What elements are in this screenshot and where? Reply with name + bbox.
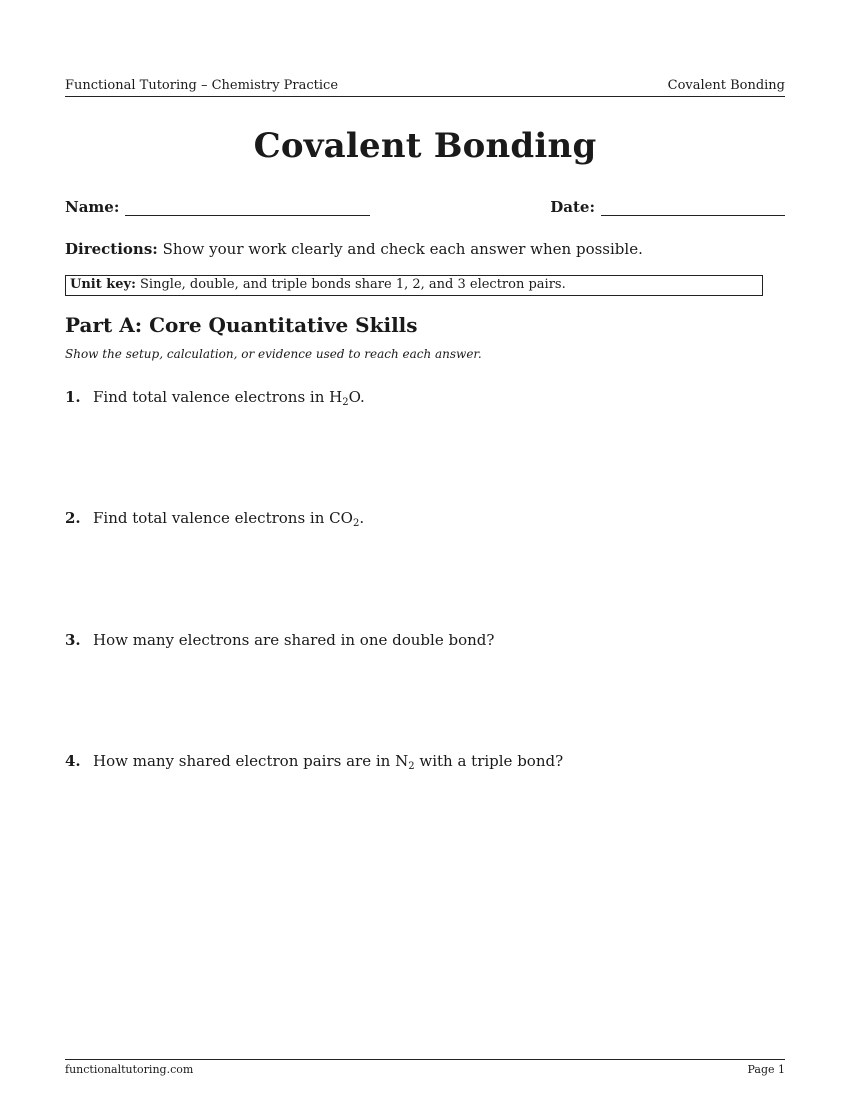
directions-text: Show your work clearly and check each answer when possible.: [162, 240, 643, 258]
question-text: How many electrons are shared in one double bond?: [93, 631, 495, 649]
date-label: Date:: [550, 198, 595, 216]
question-number: 2.: [65, 509, 81, 527]
header-left: Functional Tutoring – Chemistry Practice: [65, 78, 339, 93]
question-4: [65, 752, 563, 770]
question-text: Find total valence electrons in $H_2O$.: [93, 388, 365, 408]
directions: [65, 240, 643, 258]
directions-label: Directions:: [65, 240, 158, 258]
date-blank-line[interactable]: [601, 201, 785, 216]
unit-key-box: [65, 275, 763, 296]
page-title: Covalent Bonding: [253, 126, 597, 166]
name-blank-line[interactable]: [125, 201, 370, 216]
question-number: 4.: [65, 752, 81, 770]
part-a-subtitle: Show the setup, calculation, or evidence used to reach each answer.: [65, 347, 482, 361]
question-text: Find total valence electrons in $CO_2$.: [93, 509, 365, 529]
part-a-title: Part A: Core Quantitative Skills: [65, 313, 418, 337]
question-2: [65, 509, 364, 527]
question-text: How many shared electron pairs are in $N_2$ with a triple bond?: [93, 752, 564, 772]
question-1: [65, 388, 365, 406]
footer-page-number: Page 1: [747, 1063, 785, 1076]
page-footer: [65, 1059, 785, 1076]
footer-site: functionaltutoring.com: [65, 1063, 194, 1076]
question-number: 3.: [65, 631, 81, 649]
name-label: Name:: [65, 198, 120, 216]
date-field: [550, 198, 785, 216]
question-number: 1.: [65, 388, 81, 406]
unit-key-label: Unit key:: [70, 277, 136, 292]
page-header: [65, 78, 785, 97]
question-3: [65, 631, 494, 649]
name-field: [65, 198, 370, 216]
header-right: Covalent Bonding: [667, 78, 785, 93]
unit-key-text: Single, double, and triple bonds share 1, 2, and 3 electron pairs.: [140, 277, 566, 292]
